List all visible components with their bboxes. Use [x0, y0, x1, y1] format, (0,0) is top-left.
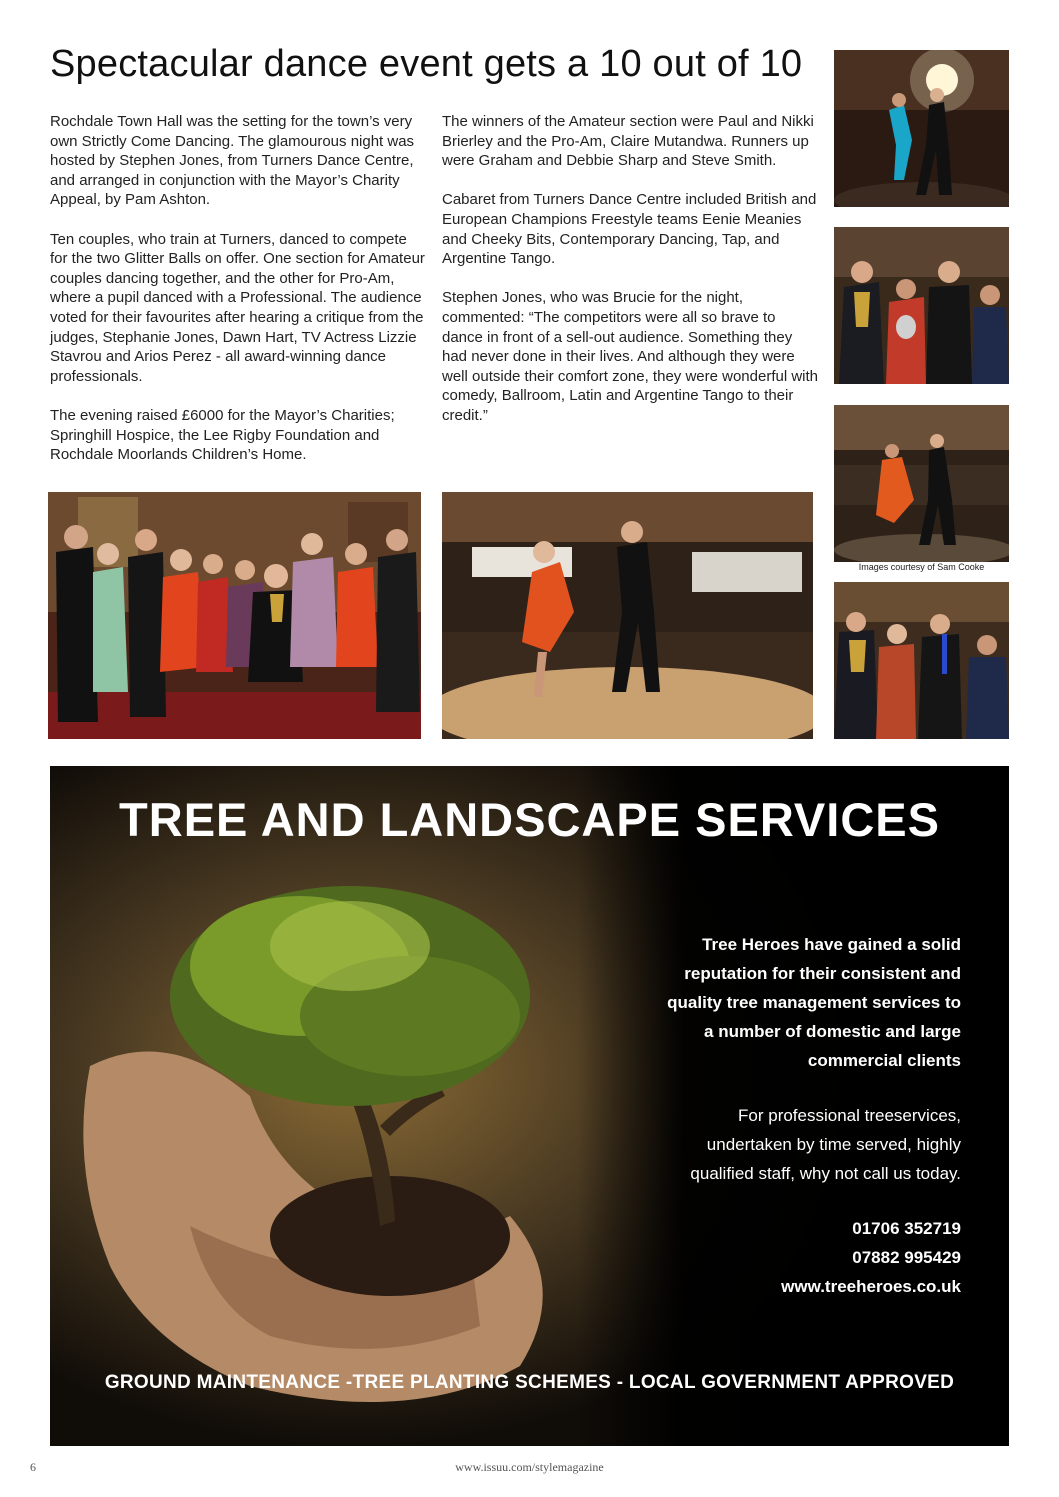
article-paragraph: The evening raised £6000 for the Mayor’s Charities; Springhill Hospice, the Lee Rigby Foundation and Rochdale Moorlands Children’s Home.	[50, 406, 395, 464]
advert-title: TREE AND LANDSCAPE SERVICES	[119, 793, 940, 846]
phone-number-2: 07882 995429	[852, 1248, 961, 1267]
advert-lead-line: a number of domestic and large	[704, 1022, 961, 1041]
advert-sub-line: undertaken by time served, highly	[706, 1135, 961, 1154]
dance-photo-mayor-group	[834, 582, 1009, 739]
dance-photo-ballroom-couple	[442, 492, 813, 739]
article-column-2	[442, 112, 818, 445]
advert-lead-line: Tree Heroes have gained a solid	[702, 935, 961, 954]
article-paragraph: The winners of the Amateur section were Paul and Nikki Brierley and the Pro-Am, Claire Mutandwa. Runners up were Graham and Debbie Sharp and Steve Smith.	[442, 113, 814, 170]
page-number: 6	[30, 1460, 36, 1474]
photo-credit: Images courtesy of Sam Cooke	[858, 562, 985, 572]
article-paragraph: Rochdale Town Hall was the setting for the town’s very own Strictly Come Dancing. The glamourous night was hosted by Stephen Jones, from Turners Dance Centre, and arranged in conjunction with the Mayor’s Charity Appeal, by Pam Ashton.	[50, 113, 415, 209]
article-paragraph: Cabaret from Turners Dance Centre included British and European Champions Freestyle teams Eenie Meanies and Cheeky Bits, Contemporary Dancing, Tap, and Argentine Tango.	[442, 191, 817, 268]
article-paragraph: Ten couples, who train at Turners, danced to compete for the two Glitter Balls on offer. One section for Amateur couples dancing together, and the other for Pro-Am, where a pupil danced with a Professional. The audience voted for their favourites after hearing a critique from the judges, Stephanie Jones, Dawn Hart, TV Actress Lizzie Stavrou and Arios Perez - all award-winning dance professionals.	[50, 230, 425, 385]
article-paragraph: Stephen Jones, who was Brucie for the night, commented: “The competitors were all so brave to dance in front of a sell-out audience. Something they had never done in their lives. And although they were well outside their comfort zone, they were wonderful with comedy, Ballroom, Latin and Argentine Tango to their credit.”	[442, 289, 819, 424]
tree-services-advert	[50, 766, 1009, 1446]
advert-copy	[601, 930, 961, 1301]
page-footer-url: www.issuu.com/stylemagazine	[455, 1460, 604, 1474]
article-headline: Spectacular dance event gets a 10 out of 10	[50, 43, 803, 85]
advert-contact	[601, 1214, 961, 1301]
advert-sub-text	[601, 1101, 961, 1188]
dance-photo-trophy-winners	[834, 227, 1009, 384]
advert-sub-line: For professional treeservices,	[738, 1106, 961, 1125]
advert-lead-text	[601, 930, 961, 1075]
phone-number-1: 01706 352719	[852, 1219, 961, 1238]
dance-photo-group-portrait	[48, 492, 421, 739]
advert-lead-line: quality tree management services to	[667, 993, 961, 1012]
advert-footer-strapline: GROUND MAINTENANCE -TREE PLANTING SCHEMES - LOCAL GOVERNMENT APPROVED	[104, 1372, 955, 1393]
advert-lead-line: commercial clients	[807, 1051, 961, 1070]
advert-lead-line: reputation for their consistent and	[684, 964, 961, 983]
advert-website: www.treeheroes.co.uk	[781, 1277, 961, 1296]
dance-photo-couple-spotlight	[834, 50, 1009, 207]
dance-photo-red-dress-couple	[834, 405, 1009, 562]
article-column-1	[50, 112, 426, 484]
advert-sub-line: qualified staff, why not call us today.	[690, 1164, 961, 1183]
